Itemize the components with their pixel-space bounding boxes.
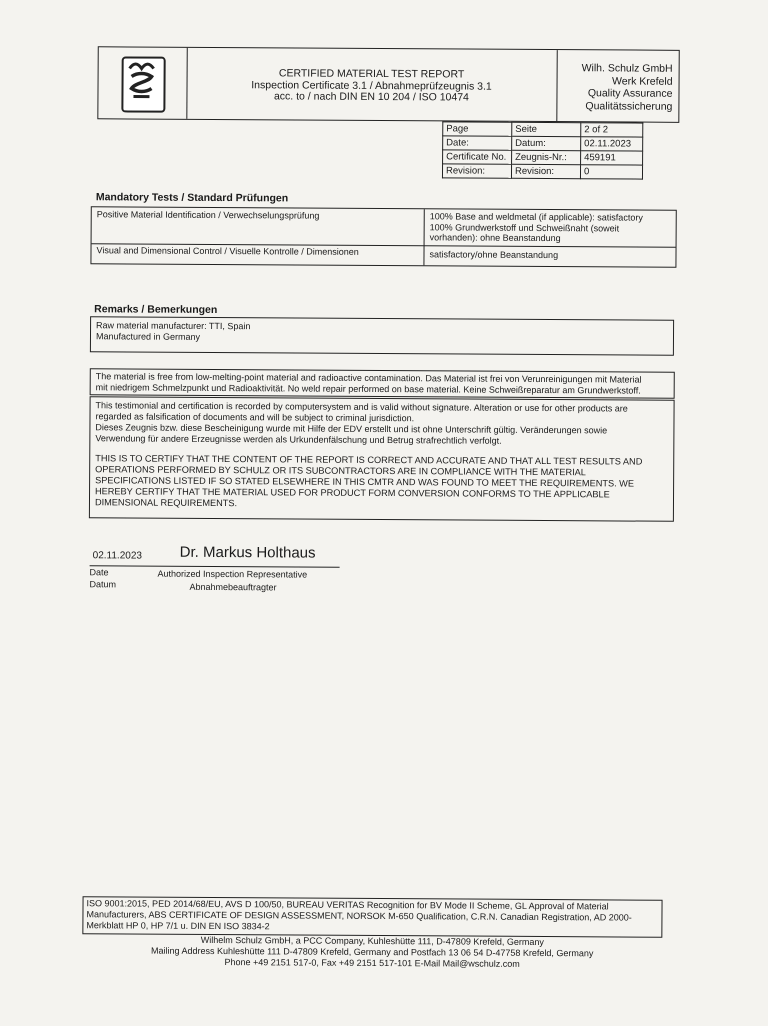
meta-label-en: Revision: [442,164,511,178]
certify-line: OPERATIONS PERFORMED BY SCHULZ OR ITS SUBCONTRACTORS ARE IN COMPLIANCE WITH THE MATERIAL [95,464,586,478]
signature-date: 02.11.2023 [92,550,142,562]
certify-line: HEREBY CERTIFY THAT THE MATERIAL USED FOR PRODUCT FORM CONVERSION CONFORMS TO THE APPLICABLE [95,486,610,500]
report-standard: acc. to / nach DIN EN 10 204 / ISO 10474 [273,90,469,104]
test-name: Visual and Dimensional Control / Visuelle Kontrolle / Dimensionen [96,245,359,257]
certify-line: DIMENSIONAL REQUIREMENTS. [94,497,238,509]
address-line: Wilhelm Schulz GmbH, a PCC Company, Kuhleshütte 111, D-47809 Krefeld, Germany [200,934,544,948]
meta-row [443,150,643,165]
meta-row [443,136,643,151]
certify-line: THIS IS TO CERTIFY THAT THE CONTENT OF THE REPORT IS CORRECT AND ACCURATE AND THAT ALL TEST RESULTS AND [95,453,643,467]
date-label: Date [89,567,109,578]
meta-value: 0 [580,165,642,179]
company-plant: Werk Krefeld [612,74,673,88]
report-title-block [186,48,556,121]
notice-line: mit niedrigem Schmelzpunkt und Radioaktivität. No weld repair performed on base material. Keine Schweißreparatur am Grundwerkstoff. [95,382,641,396]
certify-line: SPECIFICATIONS LISTED IF SO STATED ELSEWHERE IN THIS CMTR AND WAS FOUND TO MEET THE REQUIREMENTS. WE [95,475,635,489]
test-result [430,211,643,244]
contact-line: Phone +49 2151 517-0, Fax +49 2151 517-101 E-Mail Mail@wschulz.com [224,957,520,969]
notice-line: regarded as falsification of documents and will be subject to criminal jurisdiction. [95,411,415,424]
test-result: satisfactory/ohne Beanstandung [429,249,559,261]
meta-value: 459191 [581,151,643,165]
remark-line: Manufactured in Germany [95,331,201,342]
test-result-line: 100% Base and weldmetal (if applicable): satisfactory [429,211,643,223]
test-result-line: vorhanden): ohne Beanstandung [429,232,561,244]
company-dept-de: Qualitätssicherung [585,99,673,113]
meta-label-de: Seite [512,122,581,136]
notice-line: Verwendung für andere Erzeugnisse werden als Urkundenfälschung und Betrug strafrechtlich verfolgt. [95,433,502,446]
meta-label-en: Date: [443,136,512,150]
meta-label-de: Datum: [512,136,581,150]
meta-row [442,164,642,179]
approvals-box [82,896,662,938]
meta-row [443,122,643,137]
test-result-line: 100% Grundwerkstoff und Schweißnaht (soweit [429,221,620,233]
test-name: Positive Material Identification / Verwechselungsprüfung [96,209,320,221]
notice-line: The material is free from low-melting-point material and radioactive contamination. Das Material ist frei von Verunreinigungen mit Material [95,371,642,385]
meta-table [442,121,643,179]
meta-label-de: Zeugnis-Nr.: [512,150,581,164]
report-title: CERTIFIED MATERIAL TEST REPORT [278,67,465,81]
notice-line: This testimonial and certification is recorded by computersystem and is valid without signature. Alteration or use for other products are [95,400,628,414]
meta-label-de: Revision: [511,164,580,178]
remarks-heading: Remarks / Bemerkungen [94,303,218,317]
mandatory-tests-heading: Mandatory Tests / Standard Prüfungen [95,191,289,205]
logo-cell [98,47,187,119]
meta-value: 02.11.2023 [581,137,643,151]
certification-notice [89,396,675,522]
notice-line: Dieses Zeugnis bzw. diese Bescheinigung wurde mit Hilfe der EDV erstellt und ist ohne Unterschrift gültig. Veränderungen sowie [95,422,608,436]
company-block [556,50,678,122]
approval-line: Merkblatt HP 0, HP 7/1 u. DIN EN ISO 3834-2 [86,920,270,932]
company-logo-icon [121,56,165,112]
datum-label: Datum [89,579,117,590]
company-dept-en: Quality Assurance [587,87,673,100]
meta-value: 2 of 2 [581,123,643,137]
remark-line: Raw material manufacturer: TTI, Spain [96,320,251,332]
signatory-name: Dr. Markus Holthaus [179,543,316,562]
report-subtitle: Inspection Certificate 3.1 / Abnahmeprüfzeugnis 3.1 [251,78,492,93]
column-divider [423,209,424,265]
contamination-notice [90,368,675,399]
signatory-role-en: Authorized Inspection Representative [157,568,308,580]
signatory-role-de: Abnahmebeauftragter [189,581,277,593]
meta-label-en: Certificate No. [443,150,512,164]
signature-line [90,565,340,568]
address-line: Mailing Address Kuhleshütte 111 D-47809 Krefeld, Germany and Postfach 13 06 54 D-47758 Krefeld, Germany [150,945,594,959]
document-header [97,46,679,123]
company-name: Wilh. Schulz GmbH [581,62,673,75]
mandatory-tests-table [90,206,676,268]
approval-line: ISO 9001:2015, PED 2014/68/EU, AVS D 100/50, BUREAU VERITAS Recognition for BV Mode II Scheme, GL Approval of Material [86,898,609,912]
meta-label-en: Page [443,122,512,136]
approval-line: Manufacturers, ABS CERTIFICATE OF DESIGN ASSESSMENT, NORSOK M-650 Qualification, C.R.N. Canadian Registration, AD 2000- [86,909,632,923]
remarks-box [90,316,674,356]
